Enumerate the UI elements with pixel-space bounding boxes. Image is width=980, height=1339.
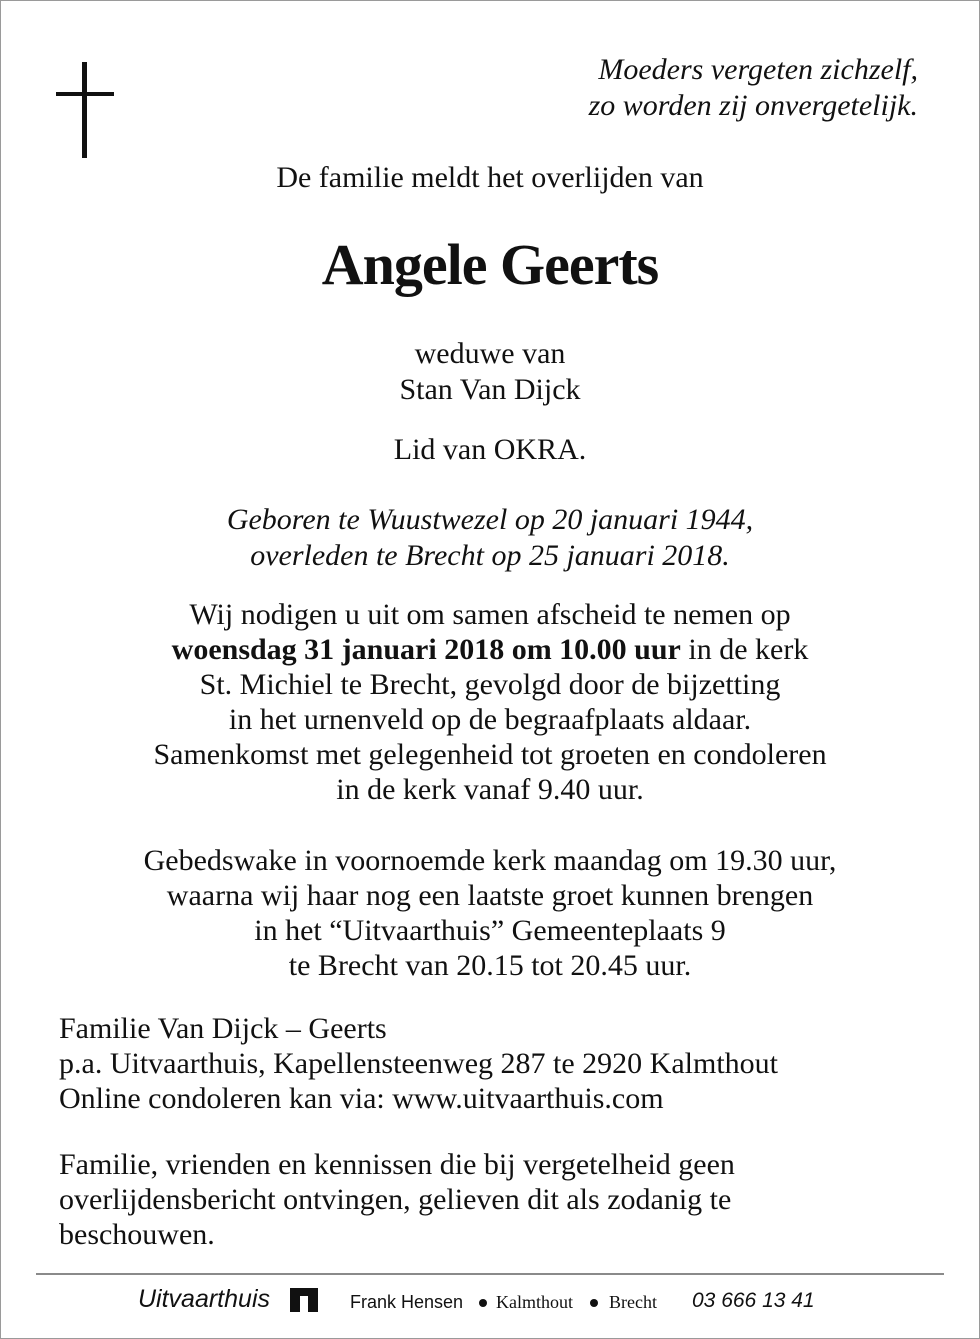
wake-line: waarna wij haar nog een laatste groet kunnen brengen	[166, 879, 814, 912]
uitvaarthuis-logo-icon	[290, 1288, 318, 1312]
ceremony-line: St. Michiel te Brecht, gevolgd door de bijzetting	[199, 668, 781, 701]
wake-line: te Brecht van 20.15 tot 20.45 uur.	[288, 949, 692, 982]
wake	[0, 843, 980, 983]
footer	[0, 1282, 980, 1322]
motto-line: Moeders vergeten zichzelf,	[598, 53, 918, 86]
relation	[0, 336, 980, 408]
footer-town: Kalmthout	[496, 1292, 573, 1312]
footer-brand: Uitvaarthuis	[138, 1285, 270, 1313]
footer-phone: 03 666 13 41	[692, 1289, 815, 1312]
intro-text: De familie meldt het overlijden van	[276, 161, 704, 194]
ceremony-line: in het urnenveld op de begraafplaats aldaar.	[228, 703, 752, 736]
motto-line: zo worden zij onvergetelijk.	[588, 89, 918, 122]
contact-line: Online condoleren kan via: www.uitvaarthuis.com	[59, 1082, 664, 1115]
ceremony-location-start: in de kerk	[680, 633, 809, 666]
life-dates	[0, 502, 980, 574]
relation-line: Stan Van Dijck	[399, 373, 581, 406]
birth-line: Geboren te Wuustwezel op 20 januari 1944,	[226, 503, 754, 536]
relation-line: weduwe van	[414, 337, 566, 370]
ceremony-line: Wij nodigen u uit om samen afscheid te nemen op	[189, 598, 791, 631]
deceased-name: Angele Geerts	[321, 232, 659, 297]
ceremony-line: in de kerk vanaf 9.40 uur.	[336, 773, 644, 806]
notice	[59, 1147, 735, 1252]
bullet-icon	[479, 1299, 487, 1307]
footer-town: Brecht	[609, 1292, 657, 1312]
contact	[59, 1011, 778, 1116]
ceremony	[0, 597, 980, 807]
footer-person: Frank Hensen	[350, 1292, 464, 1312]
contact-line: Familie Van Dijck – Geerts	[59, 1012, 387, 1045]
ceremony-line	[0, 632, 980, 667]
notice-line: overlijdensbericht ontvingen, gelieven dit als zodanig te	[59, 1183, 732, 1216]
death-line: overleden te Brecht op 25 januari 2018.	[250, 539, 730, 572]
ceremony-line: Samenkomst met gelegenheid tot groeten en condoleren	[153, 738, 827, 771]
contact-line: p.a. Uitvaarthuis, Kapellensteenweg 287 te 2920 Kalmthout	[59, 1047, 778, 1080]
membership-line: Lid van OKRA.	[393, 433, 587, 466]
ceremony-datetime: woensdag 31 januari 2018 om 10.00 uur	[171, 633, 681, 666]
wake-line: in het “Uitvaarthuis” Gemeenteplaats 9	[254, 914, 726, 947]
wake-line: Gebedswake in voornoemde kerk maandag om 19.30 uur,	[143, 844, 837, 877]
membership	[0, 432, 980, 468]
motto	[589, 52, 918, 124]
cross-icon	[56, 62, 114, 158]
notice-line: Familie, vrienden en kennissen die bij vergetelheid geen	[59, 1148, 735, 1181]
notice-line: beschouwen.	[59, 1218, 215, 1251]
footer-divider	[36, 1273, 944, 1275]
bullet-icon	[590, 1299, 598, 1307]
